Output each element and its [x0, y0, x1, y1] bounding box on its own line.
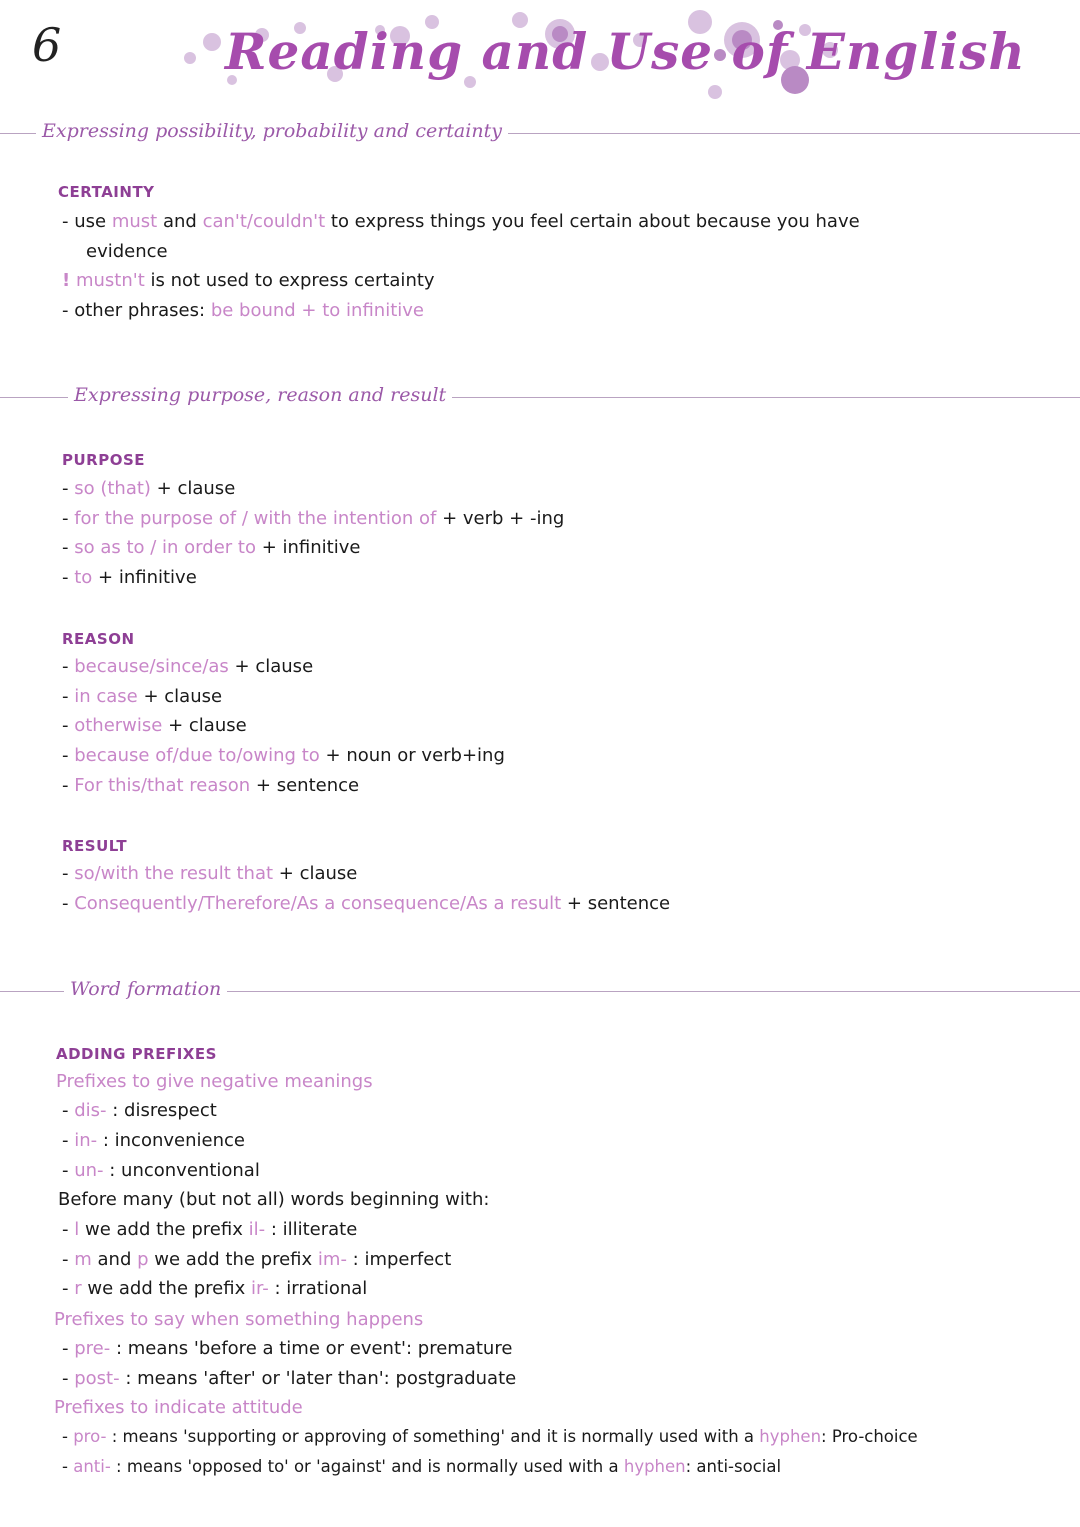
list-item: - un- : unconventional	[62, 1160, 260, 1181]
heading-adding-prefixes: ADDING PREFIXES	[56, 1045, 217, 1063]
list-item: - Consequently/Therefore/As a consequence/As a result + sentence	[62, 893, 671, 914]
list-item: - in case + clause	[62, 686, 223, 707]
list-item: - so as to / in order to + infinitive	[62, 537, 361, 558]
list-item: - dis- : disrespect	[62, 1100, 217, 1121]
list-item: - so/with the result that + clause	[62, 863, 358, 884]
list-item: ! mustn't is not used to express certainty	[62, 270, 435, 291]
subheading-when: Prefixes to say when something happens	[54, 1309, 424, 1330]
list-item: - pre- : means 'before a time or event': premature	[62, 1338, 513, 1359]
heading-result: RESULT	[62, 837, 128, 855]
list-item: - because/since/as + clause	[62, 656, 314, 677]
list-item: - For this/that reason + sentence	[62, 775, 360, 796]
rule-intro: Before many (but not all) words beginning with:	[58, 1189, 490, 1210]
list-item: - for the purpose of / with the intention of + verb + -ing	[62, 508, 565, 529]
list-item: - so (that) + clause	[62, 478, 236, 499]
section-title-word-formation: Word formation	[64, 978, 227, 1000]
list-item: - l we add the prefix il- : illiterate	[62, 1219, 358, 1240]
subheading-attitude: Prefixes to indicate attitude	[54, 1397, 303, 1418]
list-item: - pro- : means 'supporting or approving of something' and it is normally used with a hyphen: Pro-choice	[62, 1427, 918, 1446]
page-title: Reading and Use of English	[225, 22, 1026, 81]
heading-certainty: CERTAINTY	[58, 183, 155, 201]
list-item: - anti- : means 'opposed to' or 'against' and is normally used with a hyphen: anti-social	[62, 1457, 782, 1476]
list-item: - otherwise + clause	[62, 715, 247, 736]
page-number: 6	[32, 18, 62, 72]
list-item: - r we add the prefix ir- : irrational	[62, 1278, 368, 1299]
list-item: - because of/due to/owing to + noun or verb+ing	[62, 745, 505, 766]
list-item: - post- : means 'after' or 'later than': postgraduate	[62, 1368, 517, 1389]
heading-purpose: PURPOSE	[62, 451, 146, 469]
list-item: - to + infinitive	[62, 567, 197, 588]
subheading-negative: Prefixes to give negative meanings	[56, 1071, 373, 1092]
list-item: - in- : inconvenience	[62, 1130, 245, 1151]
heading-reason: REASON	[62, 630, 135, 648]
list-item: - m and p we add the prefix im- : imperfect	[62, 1249, 452, 1270]
list-item: - other phrases: be bound + to infinitive	[62, 300, 424, 321]
list-item-continuation: evidence	[86, 241, 168, 262]
section-title-purpose: Expressing purpose, reason and result	[68, 384, 452, 406]
list-item: - use must and can't/couldn't to express things you feel certain about because you have	[62, 211, 860, 232]
section-title-possibility: Expressing possibility, probability and certainty	[36, 120, 508, 142]
